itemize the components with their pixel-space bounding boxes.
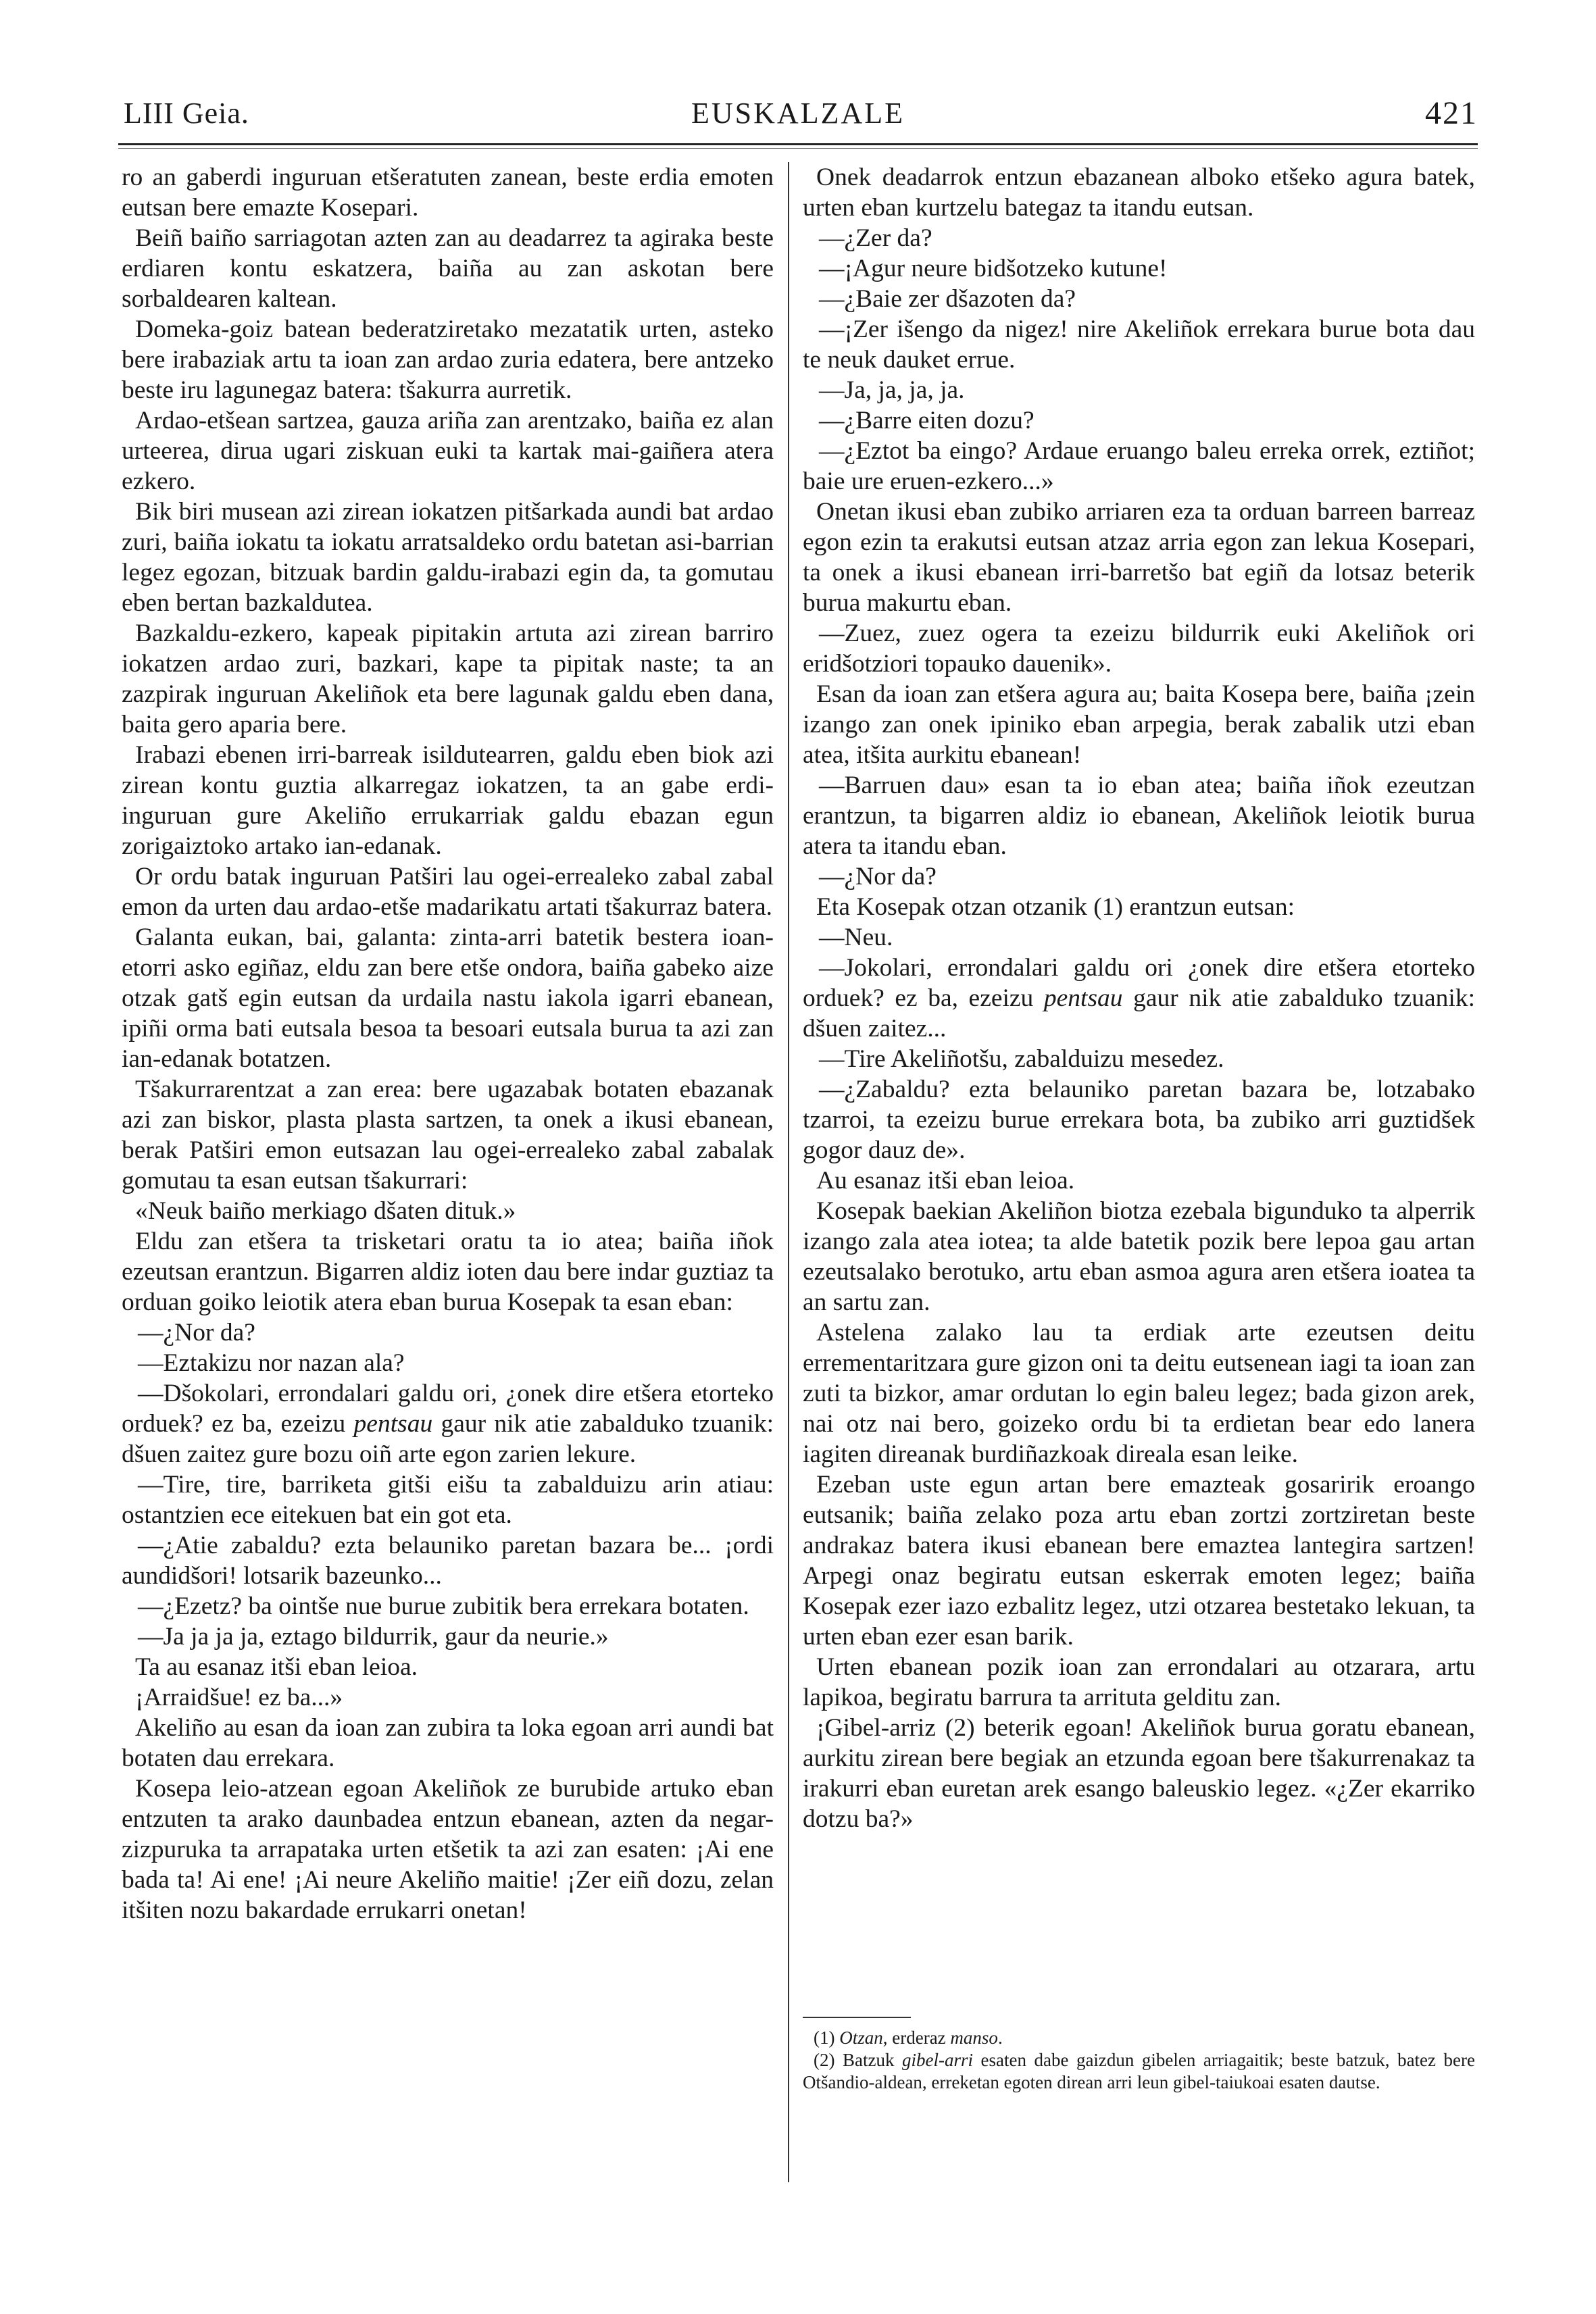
paragraph: —¡Zer išengo da nigez! nire Akeliñok errekara burue bota dau te neuk dauket errue. bbox=[803, 316, 1475, 374]
paragraph: Ezeban uste egun artan bere emazteak gosaririk eroango eutsanik; baiña zelako poza artu eban zortzi zortziretan beste andrakaz batera ikusi ebanean bere emaztea lantegira sartzen! Arpegi onaz begiratu eutsan eskerrak emoten legez; baiña Kosepak ezer iazo ezbalitz legez, utzi otzarea bestetako lekuan, ta urten eban ezer esan barik. bbox=[803, 1471, 1475, 1651]
paragraph: Astelena zalako lau ta erdiak arte ezeutsen deitu errementaritzara gure gizon oni ta deitu eutsenean iagi ta ioan zan zuti ta bizkor, amar ordutan lo egin baleu legez; bada gizon arek, nai otz nai bero, goizeko ordu bi ta erdietan bear edo lanera iagiten direanak burdiñazkoak direala esan leike. bbox=[803, 1319, 1475, 1468]
paragraph: Tšakurrarentzat a zan erea: bere ugazabak botaten ebazanak azi zan biskor, plasta plasta sartzen, ta onek a ikusi ebanean, berak Patširi emon eutsazan lau ogei-errealeko zabal zabalak gomutau ta esan eutsan tšakurrari: bbox=[122, 1076, 774, 1194]
running-header bbox=[118, 86, 1478, 134]
header-rule-thin bbox=[118, 148, 1478, 149]
paragraph: —¿Baie zer dšazoten da? bbox=[819, 285, 1076, 313]
paragraph: —¿Zabaldu? ezta belauniko paretan bazara be, lotzabako tzarroi, ta ezeizu burue errekara bota, ba zubiko arri guztidšek gogor dauz de». bbox=[803, 1076, 1475, 1164]
paragraph: Urten ebanean pozik ioan zan errondalari au otzarara, artu lapikoa, begiratu barrura ta arrituta gelditu zan. bbox=[803, 1653, 1475, 1711]
paragraph: Irabazi ebenen irri-barreak isildutearren, galdu eben biok azi zirean kontu guztia alkarregaz iokatzen, ta an gabe erdi-inguruan gure Akeliño errukarriak galdu ebazan egun zorigaiztoko artako ian-edanak. bbox=[122, 741, 774, 860]
paragraph: Beiñ baiño sarriagotan azten zan au deadarrez ta agiraka beste erdiaren kontu eskatzera, baiña au zan askotan bere sorbaldearen kaltean. bbox=[122, 224, 774, 313]
paragraph: ¡Arraidšue! ez ba...» bbox=[135, 1684, 343, 1711]
journal-title: EUSKALZALE bbox=[691, 97, 905, 130]
paragraph: —¡Agur neure bidšotzeko kutune! bbox=[819, 255, 1168, 282]
right-column bbox=[803, 162, 1475, 1834]
footnote: (2) Batzuk gibel-arri esaten dabe gaizdun gibelen arriagaitik; beste batzuk, batez bere Otšandio-aldean, erreketan egoten direan arri leun gibel-taiukoai esaten dautse. bbox=[803, 2050, 1475, 2092]
paragraph: ro an gaberdi inguruan etšeratuten zanean, beste erdia emoten eutsan bere emazte Kosepari. bbox=[122, 164, 774, 222]
paragraph: Bik biri musean azi zirean iokatzen pitšarkada aundi bat ardao zuri, baiña iokatu ta iokatu arratsaldeko ordu batetan asi-barrian legez egozan, bitzuak bardin galdu-irabazi egin da, ta gomutau eben bertan bazkaldutea. bbox=[122, 498, 774, 617]
paragraph: —¿Ezetz? ba ointše nue burue zubitik bera errekara botaten. bbox=[138, 1592, 749, 1620]
paragraph: —Ja, ja, ja, ja. bbox=[819, 376, 965, 404]
paragraph: —¿Zer da? bbox=[819, 224, 932, 252]
paragraph: —Neu. bbox=[819, 924, 893, 951]
paragraph: Akeliño au esan da ioan zan zubira ta loka egoan arri aundi bat botaten dau errekara. bbox=[122, 1714, 774, 1772]
paragraph: Ta au esanaz itši eban leioa. bbox=[135, 1653, 418, 1681]
paragraph: —Ja ja ja ja, eztago bildurrik, gaur da neurie.» bbox=[138, 1623, 609, 1651]
paragraph: Or ordu batak inguruan Patširi lau ogei-errealeko zabal zabal emon da urten dau ardao-etše madarikatu artati tšakurraz batera. bbox=[122, 863, 774, 921]
paragraph: Onek deadarrok entzun ebazanean alboko etšeko agura batek, urten eban kurtzelu bategaz ta itandu eutsan. bbox=[803, 164, 1475, 222]
page-number: 421 bbox=[1425, 95, 1478, 131]
paragraph: Kosepak baekian Akeliñon biotza ezebala bigunduko ta alperrik izango zala atea iotea; ta alde batetik pozik bere lepoa gau artan ezeutsalako berotuko, artu eban asmoa agura aren etšera ioatea ta an sartu zan. bbox=[803, 1197, 1475, 1316]
column-divider bbox=[788, 162, 789, 2182]
paragraph: Galanta eukan, bai, galanta: zinta-arri batetik bestera ioan-etorri asko egiñaz, eldu zan bere etše ondora, baiña gabeko aize otzak gatš egin eutsan da urdaila nastu iakola igarri ebanean, ipiñi orma bati eutsala besoa ta besoari eutsala burua ta azi zan ian-edanak botatzen. bbox=[122, 924, 774, 1073]
paragraph: Esan da ioan zan etšera agura au; baita Kosepa bere, baiña ¡zein izango zan onek ipiniko eban arpegia, berak zabalik utzi eban atea, itšita aurkitu ebanean! bbox=[803, 680, 1475, 769]
paragraph: —Tire, tire, barriketa gitši eišu ta zabalduizu arin atiau: ostantzien ece eitekuen bat ein got eta. bbox=[122, 1471, 774, 1529]
paragraph: —Tire Akeliñotšu, zabalduizu mesedez. bbox=[819, 1045, 1224, 1073]
paragraph: Domeka-goiz batean bederatziretako mezatatik urten, asteko bere irabaziak artu ta ioan zan ardao zuria edatera, bere antzeko beste iru lagunegaz batera: tšakurra aurretik. bbox=[122, 316, 774, 404]
paragraph: —Dšokolari, errondalari galdu ori, ¿onek dire etšera etorteko orduek? ez ba, ezeizu pentsau gaur nik atie zabalduko tzuanik: dšuen zaitez gure bozu oiñ arte egon zarien lekure. bbox=[122, 1380, 774, 1468]
paragraph: Eta Kosepak otzan otzanik (1) erantzun eutsan: bbox=[816, 893, 1295, 921]
paragraph: Ardao-etšean sartzea, gauza ariña zan arentzako, baiña ez alan urteerea, dirua ugari ziskuan euki ta kartak mai-gaiñera atera ezkero. bbox=[122, 407, 774, 495]
paragraph: Bazkaldu-ezkero, kapeak pipitakin artuta azi zirean barriro iokatzen ardao zuri, bazkari, kape ta pipitak naste; ta an zazpirak inguruan Akeliñok eta bere lagunak galdu eben dana, baita gero aparia bere. bbox=[122, 620, 774, 738]
paragraph: —Zuez, zuez ogera ta ezeizu bildurrik euki Akeliñok ori eridšotziori topauko dauenik». bbox=[803, 620, 1475, 678]
footnote: (1) Otzan, erderaz manso. bbox=[814, 2028, 1003, 2048]
left-column bbox=[122, 162, 774, 1926]
paragraph: Au esanaz itši eban leioa. bbox=[816, 1167, 1075, 1194]
header-rule bbox=[118, 143, 1478, 145]
paragraph: Eldu zan etšera ta trisketari oratu ta io atea; baiña iñok ezeutsan erantzun. Bigarren aldiz ioten dau bere indar guztiaz ta orduan goiko leiotik atera eban burua Kosepak ta esan eban: bbox=[122, 1228, 774, 1316]
volume-label: LIII Geia. bbox=[124, 97, 249, 130]
paragraph: —Jokolari, errondalari galdu ori ¿onek dire etšera etorteko orduek? ez ba, ezeizu pentsau gaur nik atie zabalduko tzuanik: dšuen zaitez... bbox=[803, 954, 1475, 1042]
paragraph: ¡Gibel-arriz (2) beterik egoan! Akeliñok burua goratu ebanean, aurkitu zirean bere begiak an etzunda egoan bere tšakurrenakaz ta irakurri eban euretan arek esango baleuskio legez. «¿Zer ekarriko dotzu ba?» bbox=[803, 1714, 1475, 1833]
paragraph: —¿Atie zabaldu? ezta belauniko paretan bazara be... ¡ordi aundidšori! lotsarik bazeunko... bbox=[122, 1532, 774, 1590]
paragraph: —¿Barre eiten dozu? bbox=[819, 407, 1034, 434]
paragraph: —¿Eztot ba eingo? Ardaue eruango baleu erreka orrek, eztiñot; baie ure eruen-ezkero...» bbox=[803, 437, 1475, 495]
paragraph: —Eztakizu nor nazan ala? bbox=[138, 1349, 405, 1377]
paragraph: —¿Nor da? bbox=[819, 863, 937, 890]
paragraph: —¿Nor da? bbox=[138, 1319, 255, 1347]
paragraph: «Neuk baiño merkiago dšaten dituk.» bbox=[135, 1197, 516, 1225]
paragraph: Kosepa leio-atzean egoan Akeliñok ze burubide artuko eban entzuten ta arako daunbadea entzun ebanean, azten da negar-zizpuruka ta arrapataka urten etšetik ta azi zan esaten: ¡Ai ene bada ta! Ai ene! ¡Ai neure Akeliño maitie! ¡Zer eiñ dozu, zelan itšiten nozu bakardade errukarri onetan! bbox=[122, 1775, 774, 1924]
paragraph: Onetan ikusi eban zubiko arriaren eza ta orduan barreen barreaz egon ezin ta erakutsi eutsan atzaz arria egon zan lekua Kosepari, ta onek a ikusi ebanean irri-barretšo bat egiñ da lotsaz beterik burua makurtu eban. bbox=[803, 498, 1475, 617]
footnotes bbox=[803, 2027, 1475, 2094]
footnote-rule bbox=[803, 2017, 911, 2018]
paragraph: —Barruen dau» esan ta io eban atea; baiña iñok ezeutzan erantzun, ta bigarren aldiz io ebanean, Akeliñok leiotik burua atera ta itandu eban. bbox=[803, 772, 1475, 860]
